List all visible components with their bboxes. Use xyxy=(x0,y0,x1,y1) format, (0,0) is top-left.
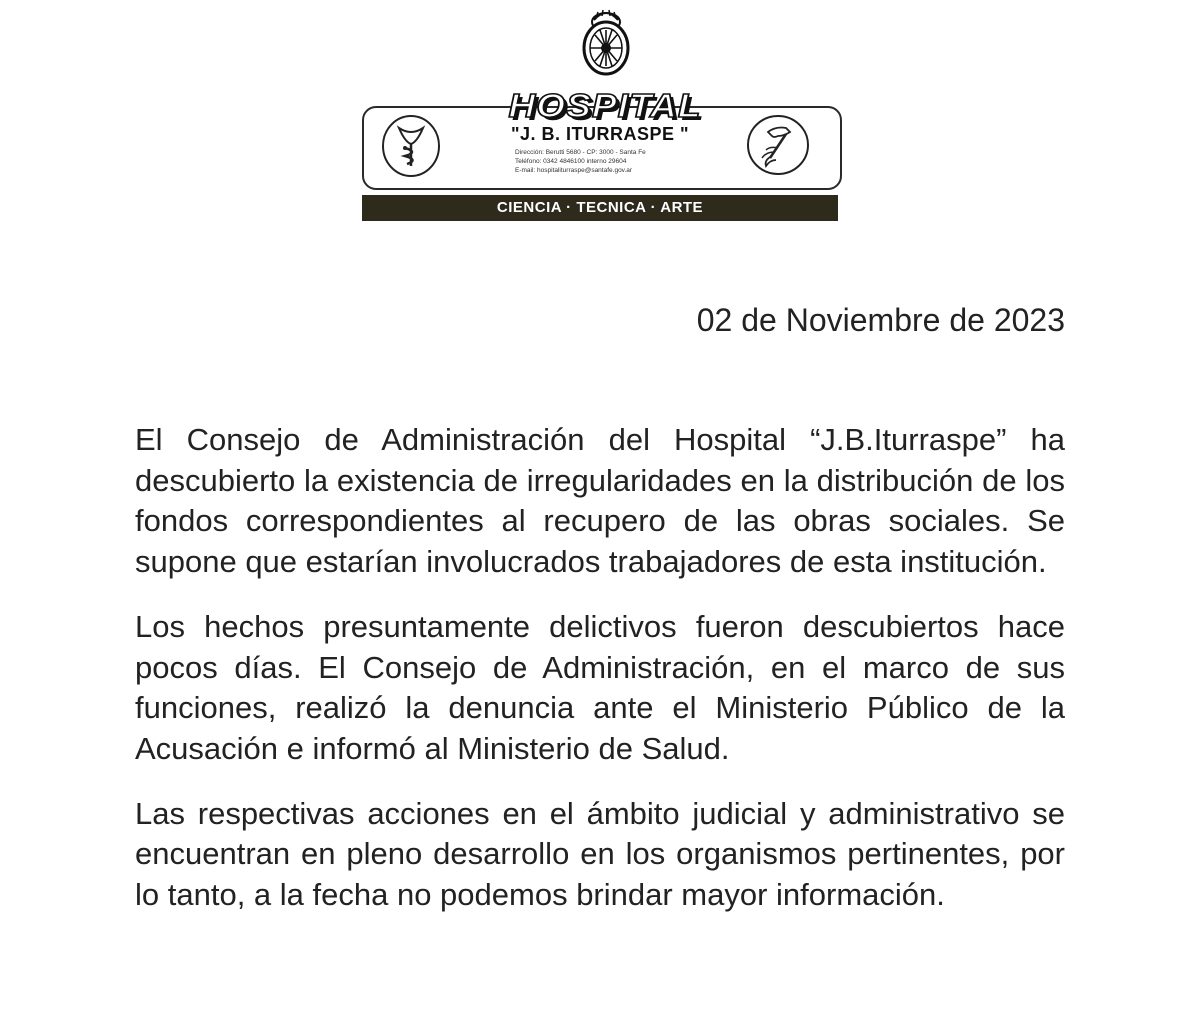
email-line: E-mail: hospitaliturraspe@santafe.gov.ar xyxy=(515,167,633,174)
motto-banner: CIENCIA · TECNICA · ARTE xyxy=(362,195,838,221)
statement-body xyxy=(135,420,1065,940)
institution-name: "J. B. ITURRASPE " xyxy=(510,124,690,144)
letterhead xyxy=(0,0,1200,240)
statement-paragraph: Las respectivas acciones en el ámbito judicial y administrativo se encuentran en pleno desarrollo en los organismos pertinentes, por lo tanto, a la fecha no podemos brindar mayor información. xyxy=(135,795,1065,913)
address-line: Dirección: Berutti 5680 - CP: 3000 - Santa Fe xyxy=(515,149,646,156)
statement-paragraph: El Consejo de Administración del Hospital “J.B.Iturraspe” ha descubierto la existencia de irregularidades en la distribución de los fondos correspondientes al recupero de las obras sociales. Se supone que estarían involucrados trabajadores de esta institución. xyxy=(135,422,1065,580)
hand-torch-icon xyxy=(746,114,810,176)
phone-line: Teléfono: 0342 4846100 interno 29604 xyxy=(515,158,627,165)
document-date: 02 de Noviembre de 2023 xyxy=(696,302,1065,338)
caduceus-icon xyxy=(381,114,441,178)
hospital-wordmark: HOSPITAL xyxy=(508,87,702,124)
statement-paragraph: Los hechos presuntamente delictivos fueron descubiertos hace pocos días. El Consejo de Administración, en el marco de sus funciones, realizó la denuncia ante el Ministerio Público de la Acusación e informó al Ministerio de Salud. xyxy=(135,608,1065,766)
provincial-seal-icon xyxy=(578,8,634,78)
